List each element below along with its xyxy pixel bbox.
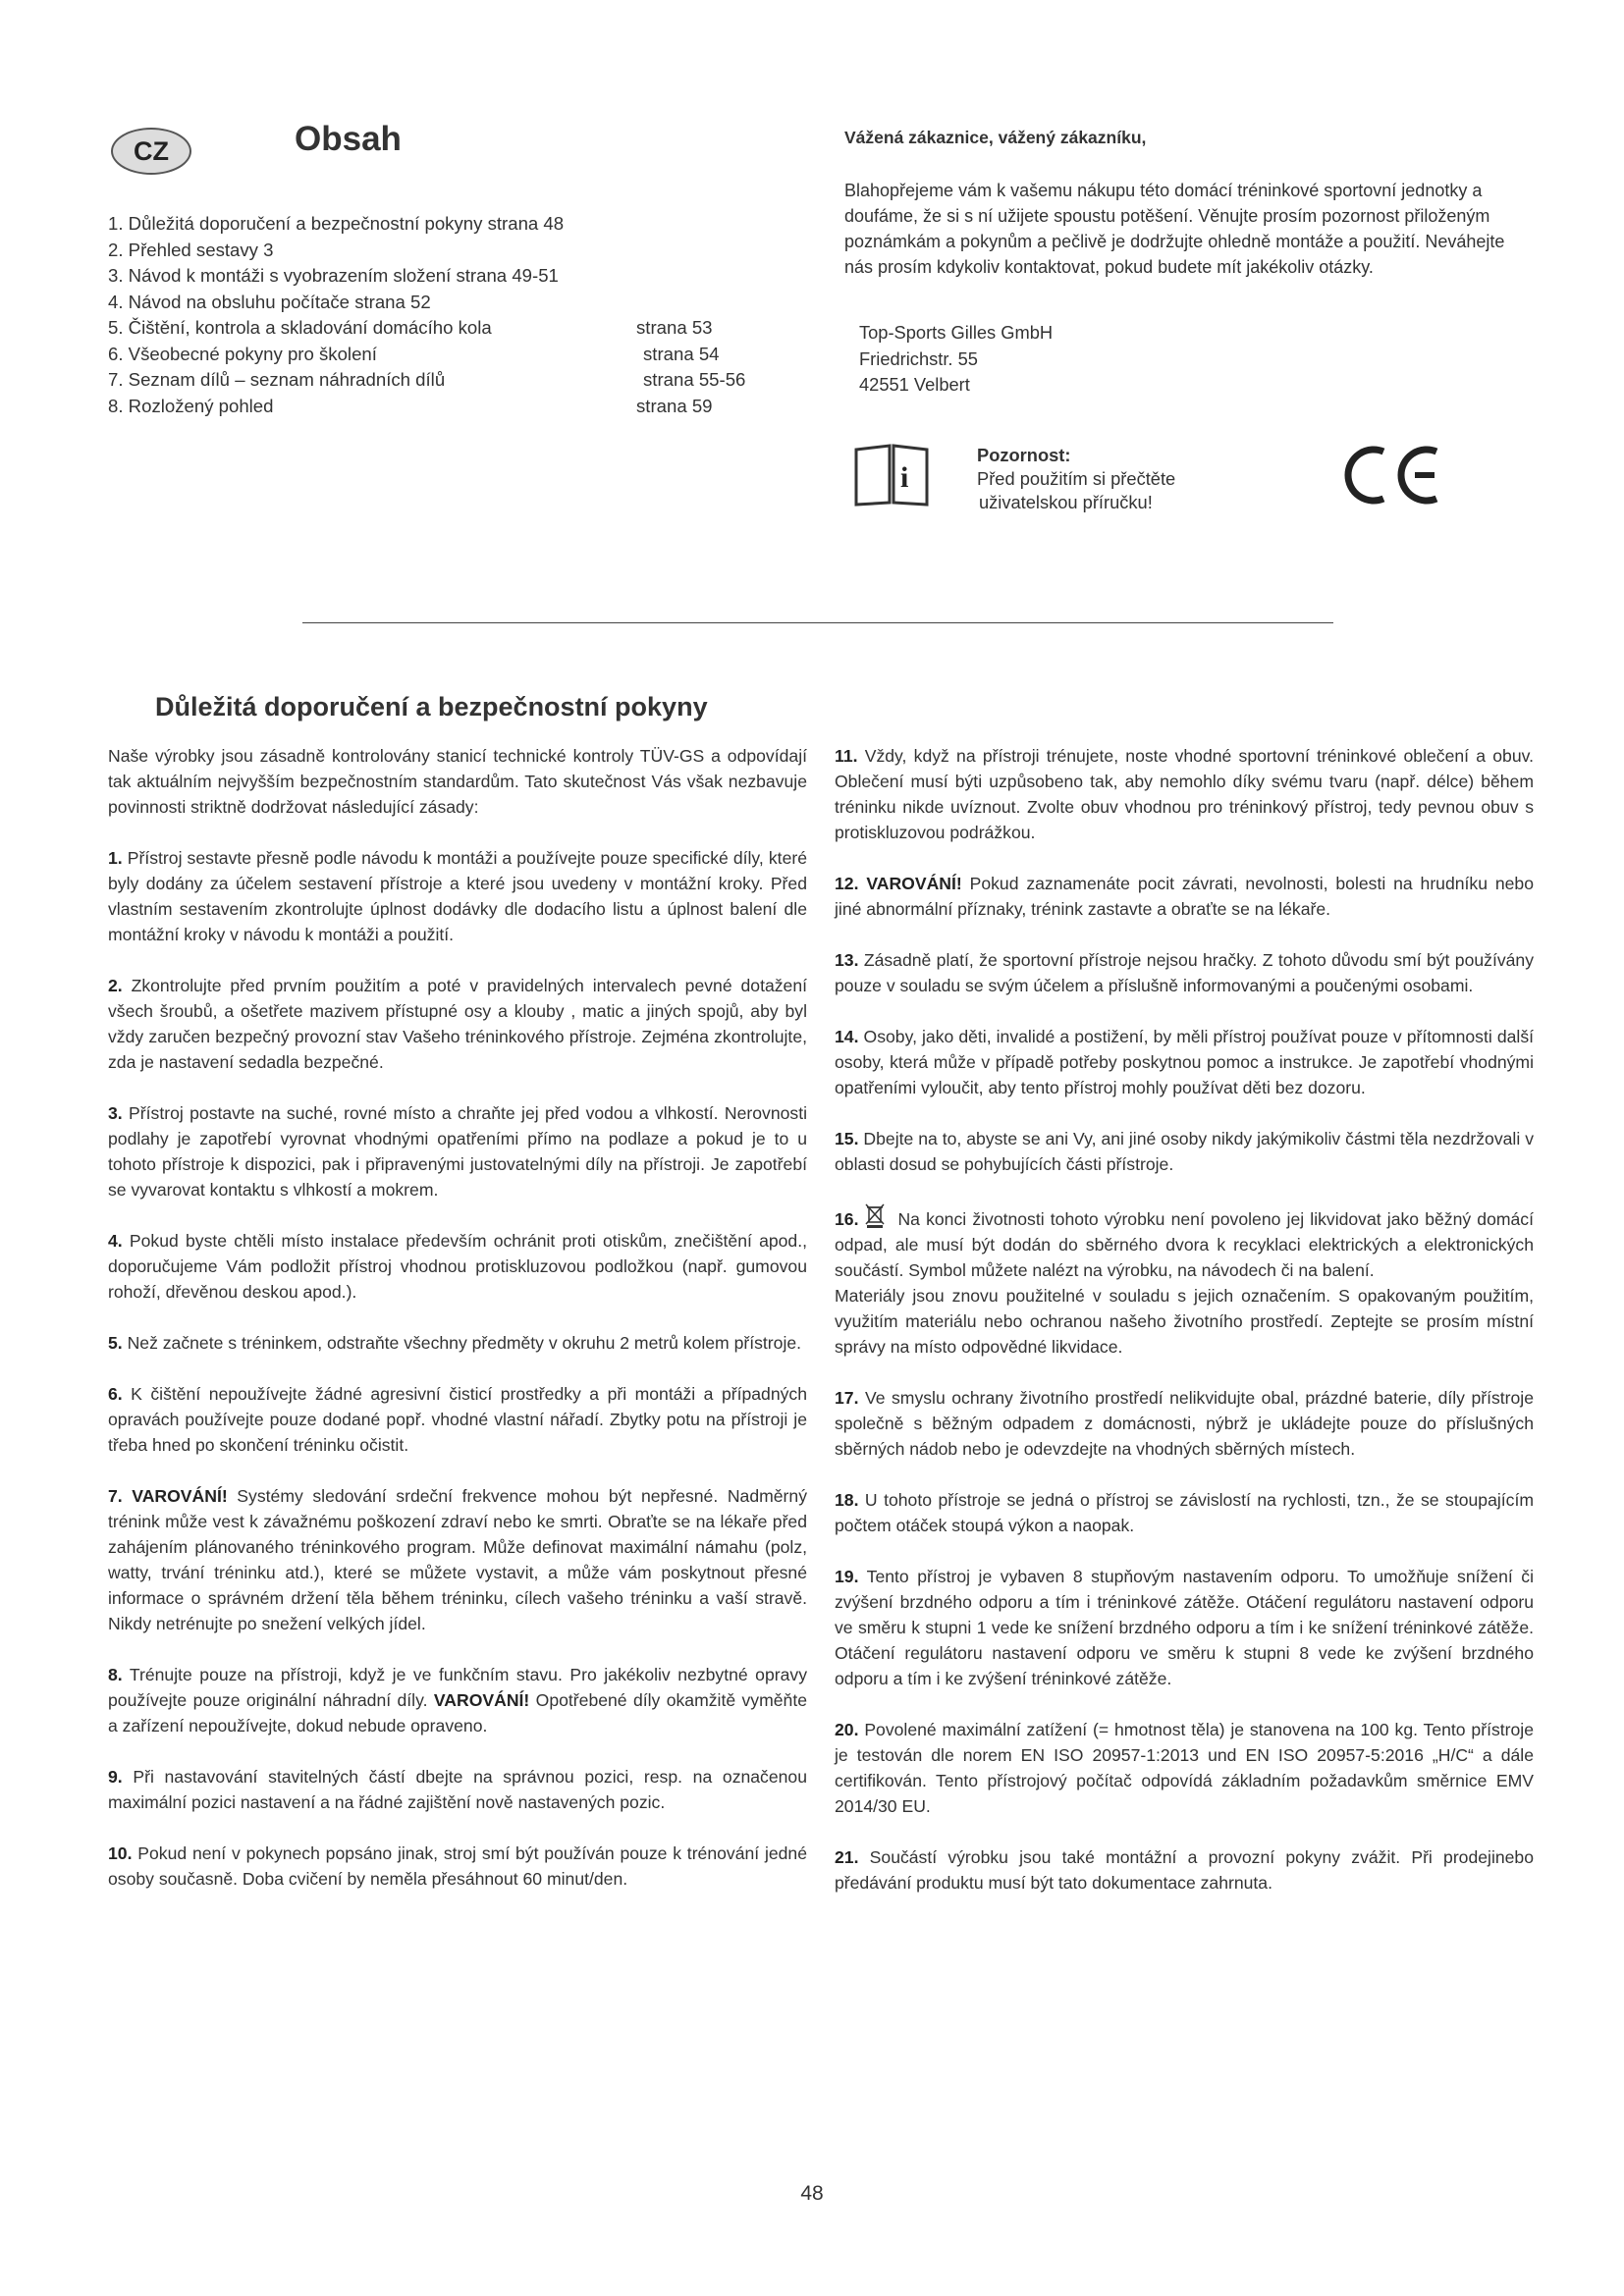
paragraph: 20. Povolené maximální zatížení (= hmotnost těla) je stanovena na 100 kg. Tento přístroje je testován dle norem EN ISO 20957-1:2013 und EN ISO 20957-5:2016 „H/C“ a dále certifikován. Tento přístrojový počítač odpovídá základním požadavkům směrnice EMV 2014/30 EU. (835, 1720, 1534, 1816)
toc-page: strana 55-56 (643, 369, 746, 390)
page-number: 48 (800, 2182, 824, 2205)
toc-page: strana 59 (636, 395, 713, 416)
toc-page: strana 54 (643, 343, 720, 364)
info-book-icon (852, 442, 931, 507)
paragraph: 3. Přístroj postavte na suché, rovné místo a chraňte jej před vodou a vlhkostí. Nerovnosti podlahy je zapotřebí vyrovnat vhodnými opatřeními přímo na podlaze a pokud je to u tohoto přístroje k dispozici, pak i připravenými justovatelnými díly na přístroji. Je zapotřebí se vyvarovat kontaktu s vlhkostí a mokrem. (108, 1103, 807, 1200)
language-badge: CZ (111, 128, 191, 175)
address-line: Top-Sports Gilles GmbH (859, 322, 1054, 343)
paragraph: 7. VAROVÁNÍ! Systémy sledování srdeční frekvence mohou být nepřesné. Nadměrný trénink může vest k závažnému poškození zdraví nebo ke smrti. Obraťte se na lékaře před zahájením plánovaného tréninkového program. Může definovat maximální námahu (polz, watty, trvání tréninku atd.), které se můžete vystavit, a může vám poskytnout přesné informace o správném držení těla během tréninku, cílech vašeho tréninku a vaší stravě. Nikdy netrénujte po snežení velkých jídel. (108, 1486, 807, 1633)
address-line: Friedrichstr. 55 (859, 347, 978, 369)
divider (302, 622, 1333, 623)
paragraph: 14. Osoby, jako děti, invalidé a postižení, by měli přístroj používat pouze v přítomnosti další osoby, která může v případě potřeby poskytnou pomoc a instrukce. Je zapotřebí vhodnými opatřeními vyloučit, aby tento přístroj mohly používat děti bez dozoru. (835, 1027, 1534, 1097)
paragraph: 13. Zásadně platí, že sportovní přístroje nejsou hračky. Z tohoto důvodu smí být používány pouze v souladu se svým účelem a příslušně informovanými a poučenými osobami. (835, 950, 1534, 995)
paragraph: 19. Tento přístroj je vybaven 8 stupňovým nastavením odporu. To umožňuje snížení či zvýšení brzdného odporu a tím i tréninkové zátěže. Otáčení regulátoru nastavení odporu ve směru k stupni 1 vede ke snížení brzdného odporu a tím i ke snížení tréninkové zátěže. Otáčení regulátoru nastavení odporu ve směru k stupni 8 vede ke zvýšení brzdného odporu a tím i ke zvýšení tréninkové zátěže. (835, 1567, 1534, 1688)
section-title: Důležitá doporučení a bezpečnostní pokyny (155, 692, 708, 721)
toc-title: Obsah (295, 120, 402, 158)
paragraph: 4. Pokud byste chtěli místo instalace především ochránit proti otiskům, znečištění apod., doporučujeme Vám podložit přístroj vhodnou protiskluzovou podložkou (např. gumovou rohoží, dřevěnou deskou apod.). (108, 1231, 807, 1302)
safety-column-right (835, 743, 1534, 1921)
paragraph: Naše výrobky jsou zásadně kontrolovány stanicí technické kontroly TÜV-GS a odpovídají tak aktuálním nejvyšším bezpečnostním standardům. Tato skutečnost Vás však nezbavuje povinnosti striktně dodržovat následující zásady: (108, 746, 807, 817)
paragraph: 15. Dbejte na to, abyste se ani Vy, ani jiné osoby nikdy jakýmikoliv částmi těla nezdržovali v oblasti dosud se pohybujících části přístroje. (835, 1129, 1534, 1174)
company-address (859, 320, 1053, 399)
paragraph: 8. Trénujte pouze na přístroji, když je ve funkčním stavu. Pro jakékoliv nezbytné opravy používejte pouze originální náhradní díly. VAROVÁNÍ! Opotřebené díly okamžitě vyměňte a zařízení nepoužívejte, dokud nebude opraveno. (108, 1665, 807, 1735)
read-manual-notice (977, 444, 1175, 514)
notice-text: uživatelskou příručku! (979, 492, 1153, 512)
intro-text: Blahopřejeme vám k vašemu nákupu této domácí tréninkové sportovní jednotky a doufáme, že si s ní užijete spoustu potěšení. Věnujte prosím pozornost přiloženým poznámkám a pokynům a pečlivě je dodržujte ohledně montáže a použití. Neváhejte nás prosím kdykoliv kontaktovat, pokud budete mít jakékoliv otázky. (844, 181, 1505, 277)
paragraph: 18. U tohoto přístroje se jedná o přístroj se závislostí na rychlosti, tzn., že se stoupajícím počtem otáček stoupá výkon a naopak. (835, 1490, 1534, 1535)
paragraph: 6. K čištění nepoužívejte žádné agresivní čisticí prostředky a při montáži a případných opravách používejte pouze dodané popř. vhodné vlastní nářadí. Zbytky potu na přístroji je třeba hned po skončení tréninku očistit. (108, 1384, 807, 1455)
address-line: 42551 Velbert (859, 374, 970, 395)
paragraph: 12. VAROVÁNÍ! Pokud zaznamenáte pocit závrati, nevolnosti, bolesti na hrudníku nebo jiné abnormální příznaky, trénink zastavte a obraťte se na lékaře. (835, 874, 1534, 919)
safety-column-left (108, 743, 807, 1917)
paragraph: 5. Než začnete s tréninkem, odstraňte všechny předměty v okruhu 2 metrů kolem přístroje. (108, 1333, 802, 1353)
ce-mark-icon (1338, 444, 1442, 507)
paragraph: 1. Přístroj sestavte přesně podle návodu k montáži a používejte pouze specifické díly, které byly dodány za účelem sestavení přístroje a které jsou uvedeny v montážní kroky. Před vlastním sestavením zkontrolujte úplnost dodávky dle dodacího listu a úplnost balení dle montážní kroky v návodu k montáži a použití. (108, 848, 807, 944)
notice-heading: Pozornost: (977, 445, 1071, 465)
paragraph: 16. Na konci životnosti tohoto výrobku není povoleno jej likvidovat jako běžný domácí odpad, ale musí být dodán do sběrného dvora k recyklaci elektrických a elektronických součástí. Symbol můžete nalézt na výrobku, na návodech či na balení. Materiály jsou znovu použitelné v souladu s jejich označením. S opakovaným použitím, využitím materiálu nebo ochranou našeho životního prostředí. Zeptejte se prosím místní správy na místo odpovědné likvidace. (835, 1202, 1534, 1360)
toc-page: strana 53 (636, 317, 713, 338)
weee-bin-icon (864, 1202, 886, 1228)
paragraph: 21. Součástí výrobku jsou také montážní a provozní pokyny zvážit. Při prodejinebo předávání produktu musí být tato dokumentace zahrnuta. (835, 1847, 1534, 1893)
paragraph: 17. Ve smyslu ochrany životního prostředí nelikvidujte obal, prázdné baterie, díly přístroje společně s běžným odpadem z domácnosti, nýbrž je ukládejte pouze do příslušných sběrných nádob nebo je odevzdejte na vhodných sběrných místech. (835, 1388, 1534, 1459)
notice-text: Před použitím si přečtěte (977, 468, 1176, 489)
paragraph: 11. Vždy, když na přístroji trénujete, noste vhodné sportovní tréninkové oblečení a obuv. Oblečení musí býti uzpůsobeno tak, aby nemohlo díky svému tvaru (např. délce) během tréninku nikde uvíznout. Zvolte obuv vhodnou pro tréninkový přístroj, tedy pevnou obuv s protiskluzovou podrážkou. (835, 746, 1534, 842)
paragraph: 2. Zkontrolujte před prvním použitím a poté v pravidelných intervalech pevné dotažení všech šroubů, a ošetřete mazivem přístupné osy a klouby , matic a jiných spojů, aby byl vždy zaručen bezpečný provozní stav Vašeho tréninkového přístroje. Zejména zkontrolujte, zda je nastavení sedadla bezpečné. (108, 976, 807, 1072)
paragraph: 10. Pokud není v pokynech popsáno jinak, stroj smí být používán pouze k trénování jedné osoby současně. Doba cvičení by neměla přesáhnout 60 minut/den. (108, 1843, 807, 1889)
svg-text:i: i (900, 461, 909, 494)
greeting: Vážená zákaznice, vážený zákazníku, (844, 128, 1147, 147)
paragraph: 9. Při nastavování stavitelných částí dbejte na správnou pozici, resp. na označenou maximální pozici nastavení a na řádné zajištění nově nastavených pozic. (108, 1767, 807, 1812)
